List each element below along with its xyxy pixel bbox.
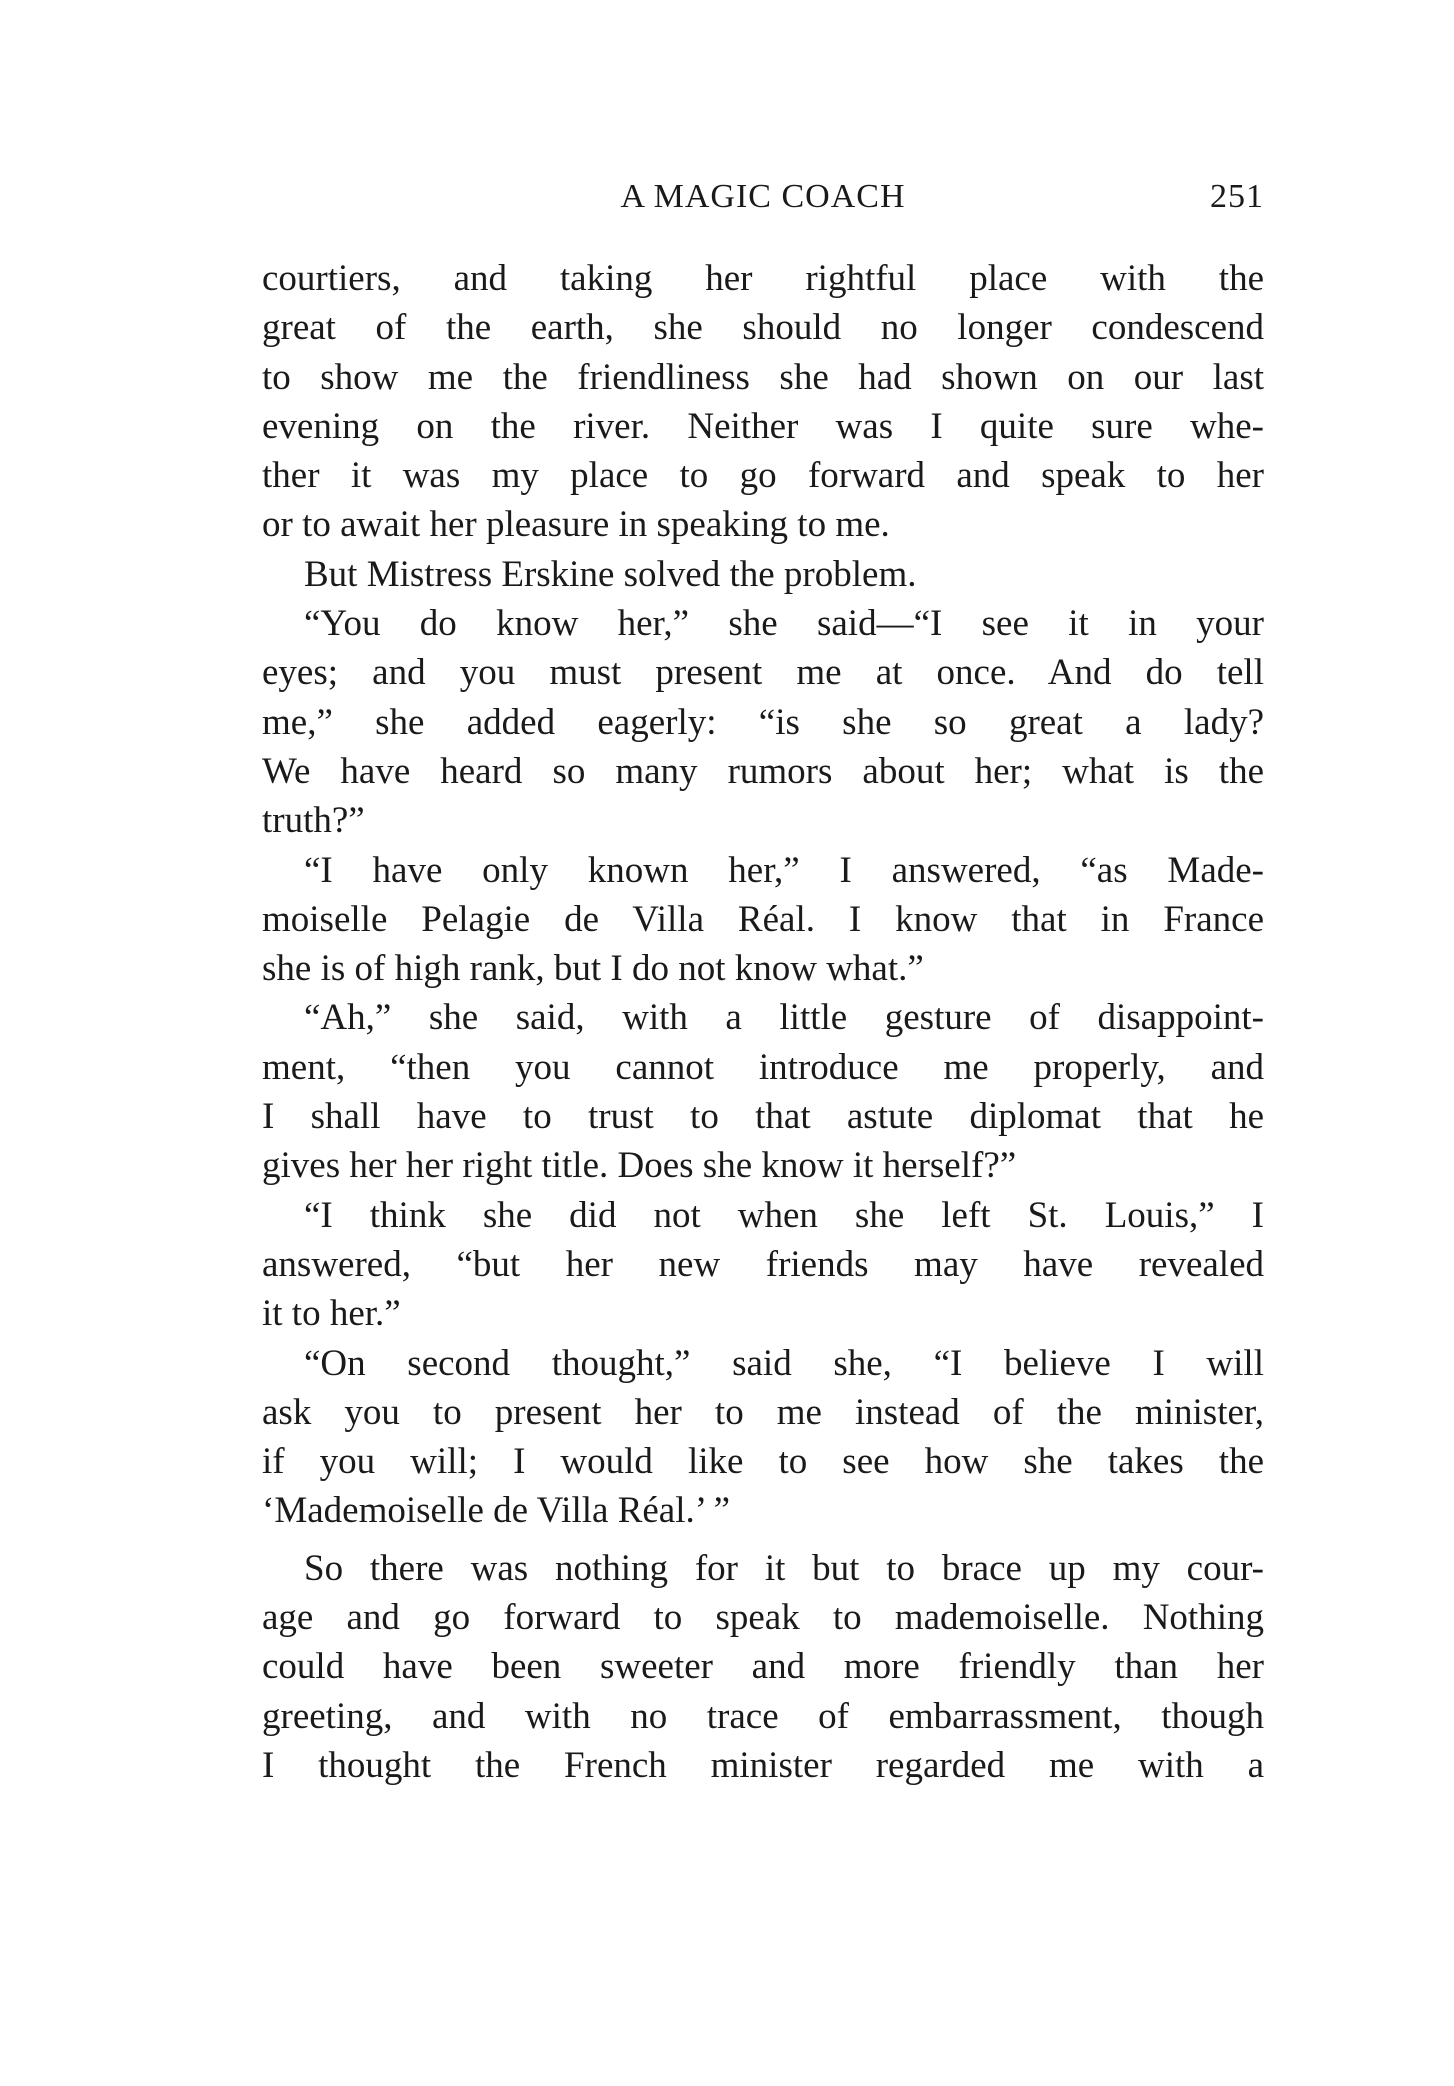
text-line: great of the earth, she should no longer condescend [262,307,1264,349]
text-line: eyes; and you must present me at once. And do tell [262,652,1264,694]
text-line: to show me the friendliness she had shown on our last [262,356,1264,398]
text-line: it to her.” [262,1293,401,1335]
text-line: answered, “but her new friends may have revealed [262,1243,1264,1285]
text-line: could have been sweeter and more friendly than her [262,1646,1264,1688]
running-title: A MAGIC COACH [620,178,906,215]
text-line: I thought the French minister regarded me with a [262,1744,1264,1786]
running-head [262,178,1264,226]
text-line: truth?” [262,800,365,842]
text-line: “Ah,” she said, with a little gesture of disappoint- [304,997,1264,1039]
text-line: ‘Mademoiselle de Villa Réal.’ ” [262,1490,730,1532]
text-line: evening on the river. Neither was I quite sure whe- [262,405,1264,447]
text-line: me,” she added eagerly: “is she so great a lady? [262,701,1264,743]
text-line: or to await her pleasure in speaking to me. [262,504,890,546]
body-text [262,254,1264,1790]
text-line: ment, “then you cannot introduce me properly, and [262,1046,1264,1088]
text-line: courtiers, and taking her rightful place with the [262,258,1264,299]
text-line: “On second thought,” said she, “I believe I will [304,1342,1264,1384]
text-line: gives her her right title. Does she know it herself?” [262,1145,1017,1187]
text-line: if you will; I would like to see how she takes the [262,1441,1264,1483]
text-line: ther it was my place to go forward and speak to her [262,455,1264,497]
text-line: moiselle Pelagie de Villa Réal. I know that in France [262,898,1264,940]
text-line: So there was nothing for it but to brace up my cour- [304,1547,1264,1589]
text-line: age and go forward to speak to mademoiselle. Nothing [262,1597,1264,1639]
text-line: But Mistress Erskine solved the problem. [304,553,917,595]
text-line: she is of high rank, but I do not know what.” [262,948,924,990]
text-line: ask you to present her to me instead of the minister, [262,1391,1264,1433]
text-line: “I have only known her,” I answered, “as Made- [304,849,1264,891]
text-line: “I think she did not when she left St. Louis,” I [304,1194,1264,1236]
text-line: I shall have to trust to that astute diplomat that he [262,1096,1264,1138]
text-line: We have heard so many rumors about her; what is the [262,750,1264,792]
page-number: 251 [1210,178,1264,215]
text-line: “You do know her,” she said—“I see it in your [304,603,1264,645]
text-line: greeting, and with no trace of embarrassment, though [262,1695,1264,1737]
